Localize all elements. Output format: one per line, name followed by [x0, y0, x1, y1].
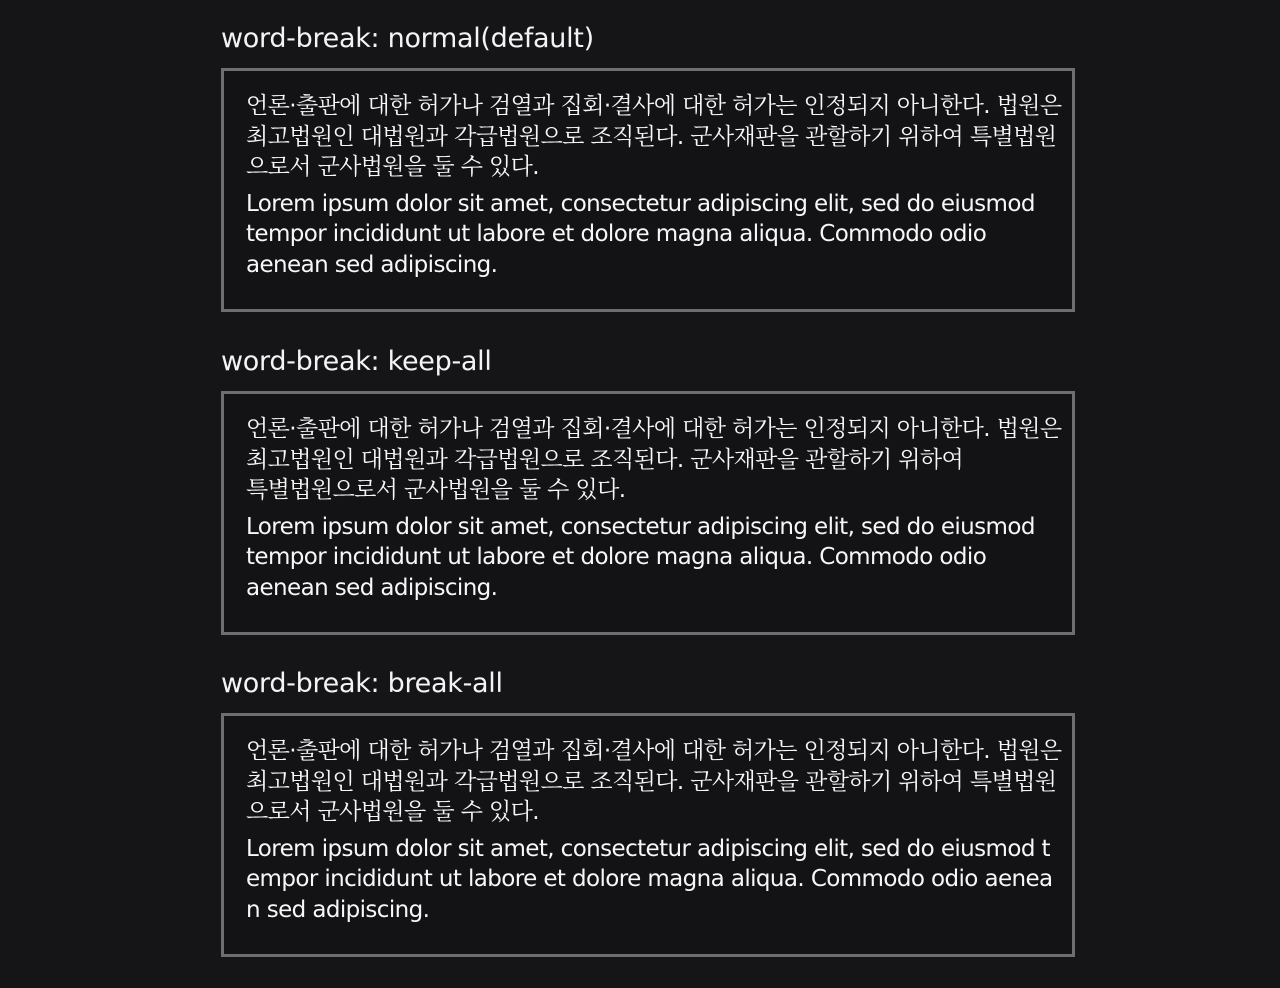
english-paragraph: Lorem ipsum dolor sit amet, consectetur adipiscing elit, sed do eiusmod tempor incididunt ut labore et dolore magna aliqua. Commodo odio aenean sed adipiscing.	[246, 513, 1035, 601]
section-word-break-normal	[221, 20, 1075, 312]
text-box	[221, 391, 1075, 635]
section-word-break-break-all	[221, 665, 1075, 957]
section-heading: word-break: break-all	[221, 668, 503, 699]
english-paragraph: Lorem ipsum dolor sit amet, consectetur adipiscing elit, sed do eiusmod tempor incididunt ut labore et dolore magna aliqua. Commodo odio aenean sed adipiscing.	[246, 190, 1035, 278]
text-box	[221, 68, 1075, 312]
korean-paragraph: 언론·출판에 대한 허가나 검열과 집회·결사에 대한 허가는 인정되지 아니한다. 법원은 최고법원인 대법원과 각급법원으로 조직된다. 군사재판을 관할하기 위하여 특별법원으로서 군사법원을 둘 수 있다.	[246, 416, 1062, 503]
text-box	[221, 713, 1075, 957]
english-paragraph: Lorem ipsum dolor sit amet, consectetur adipiscing elit, sed do eiusmod tempor incididunt ut labore et dolore magna aliqua. Commodo odio aenean sed adipiscing.	[246, 835, 1053, 923]
section-word-break-keep-all	[221, 343, 1075, 635]
korean-paragraph: 언론·출판에 대한 허가나 검열과 집회·결사에 대한 허가는 인정되지 아니한다. 법원은 최고법원인 대법원과 각급법원으로 조직된다. 군사재판을 관할하기 위하여 특별법원으로서 군사법원을 둘 수 있다.	[246, 738, 1062, 825]
section-heading: word-break: normal(default)	[221, 23, 594, 54]
section-heading: word-break: keep-all	[221, 346, 492, 377]
korean-paragraph: 언론·출판에 대한 허가나 검열과 집회·결사에 대한 허가는 인정되지 아니한다. 법원은 최고법원인 대법원과 각급법원으로 조직된다. 군사재판을 관할하기 위하여 특별법원으로서 군사법원을 둘 수 있다.	[246, 93, 1062, 180]
